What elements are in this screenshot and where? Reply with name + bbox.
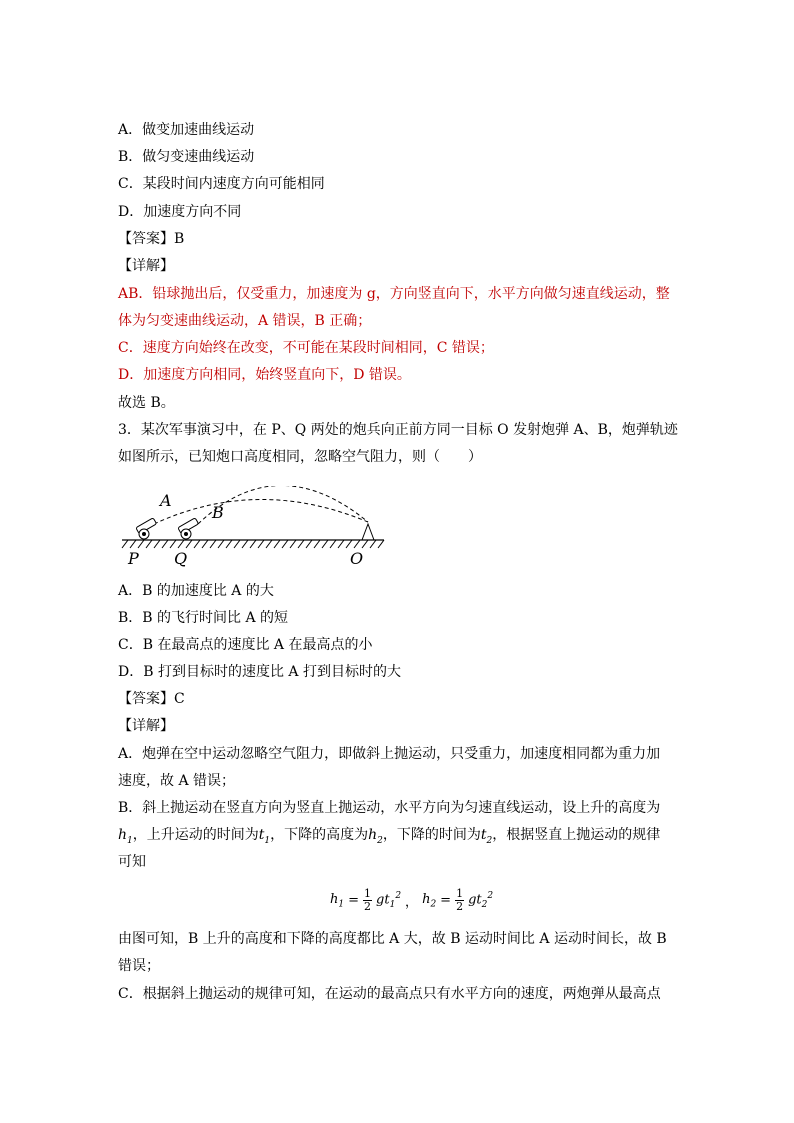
q3-option-a: A．B 的加速度比 A 的大 xyxy=(118,583,274,599)
q2-option-d: D．加速度方向不同 xyxy=(118,204,242,220)
q2-explain-line: 体为匀变速曲线运动，A 错误，B 正确； xyxy=(118,313,372,329)
label-b: B xyxy=(212,503,224,522)
q2-conclusion: 故选 B。 xyxy=(118,395,175,411)
q2-option-a: A．做变加速曲线运动 xyxy=(118,122,255,138)
q3-option-d: D．B 打到目标时的速度比 A 打到目标时的大 xyxy=(118,664,401,680)
label-p: P xyxy=(128,549,139,568)
trajectory-a xyxy=(154,499,368,524)
target-o xyxy=(362,524,374,540)
ground-hatch xyxy=(122,540,384,548)
projectile-figure xyxy=(118,486,390,570)
q3-explain-b-line: B．斜上抛运动在竖直方向为竖直上抛运动，水平方向为匀速直线运动，设上升的高度为 xyxy=(118,800,661,816)
symbol-t1: $t_1$ xyxy=(258,827,271,846)
q2-explain-line: AB．铅球抛出后，仅受重力，加速度为 g，方向竖直向下，水平方向做匀速直线运动，整 xyxy=(118,286,670,302)
q2-detail-label: 【详解】 xyxy=(118,258,174,274)
q2-answer: 【答案】B xyxy=(118,231,185,247)
label-q: Q xyxy=(174,549,188,568)
q3-explain-a-line: A．炮弹在空中运动忽略空气阻力，即做斜上抛运动，只受重力，加速度相同都为重力加 xyxy=(118,746,661,762)
symbol-h1: $h_1$ xyxy=(118,827,133,846)
q2-explain-line: D．加速度方向相同，始终竖直向下，D 错误。 xyxy=(118,367,411,383)
cannon-p xyxy=(136,518,157,539)
q3-answer: 【答案】C xyxy=(118,691,185,707)
q2-option-b: B．做匀变速曲线运动 xyxy=(118,149,255,165)
q3-explain-c-line: C．根据斜上抛运动的规律可知，在运动的最高点只有水平方向的速度，两炮弹从最高点 xyxy=(118,986,661,1002)
q3-option-b: B．B 的飞行时间比 A 的短 xyxy=(118,610,289,626)
q3-stem-line: 如图所示，已知炮口高度相同，忽略空气阻力，则（ ） xyxy=(118,449,482,465)
label-a: A xyxy=(160,491,172,510)
q3-explain-c-line: 错误； xyxy=(118,958,160,974)
q3-explain-b-line: 可知 xyxy=(118,854,146,870)
label-o: O xyxy=(350,549,364,568)
q3-stem-line: 3．某次军事演习中，在 P、Q 两处的炮兵向正前方同一目标 O 发射炮弹 A、B，炮弹轨迹 xyxy=(118,422,678,438)
q3-option-c: C．B 在最高点的速度比 A 在最高点的小 xyxy=(118,637,373,653)
fraction-half: $\frac{1}{2}$ xyxy=(364,887,372,913)
symbol-t2: $t_2$ xyxy=(480,827,493,846)
q3-explain-b-line: $h_1$，上升运动的时间为$t_1$，下降的高度为$h_2$，下降的时间为$t_2$，根据竖直上抛运动的规律 xyxy=(118,827,661,846)
q3-detail-label: 【详解】 xyxy=(118,718,174,734)
q3-explain-a-line: 速度，故 A 错误； xyxy=(118,773,236,789)
cannon-q xyxy=(178,518,199,539)
formula: $h_1$ = $\frac{1}{2}$ $gt_1^2$ ， $h_2$ = $\frac{1}{2}$ $gt_2^2$ xyxy=(330,887,494,913)
q2-option-c: C．某段时间内速度方向可能相同 xyxy=(118,176,325,192)
symbol-h2: $h_2$ xyxy=(368,827,383,846)
q2-explain-line: C．速度方向始终在改变，不可能在某段时间相同，C 错误； xyxy=(118,340,494,356)
fraction-half: $\frac{1}{2}$ xyxy=(456,887,464,913)
q3-explain-c-line: 由图可知，B 上升的高度和下降的高度都比 A 大，故 B 运动时间比 A 运动时间长，故 B xyxy=(118,931,667,947)
